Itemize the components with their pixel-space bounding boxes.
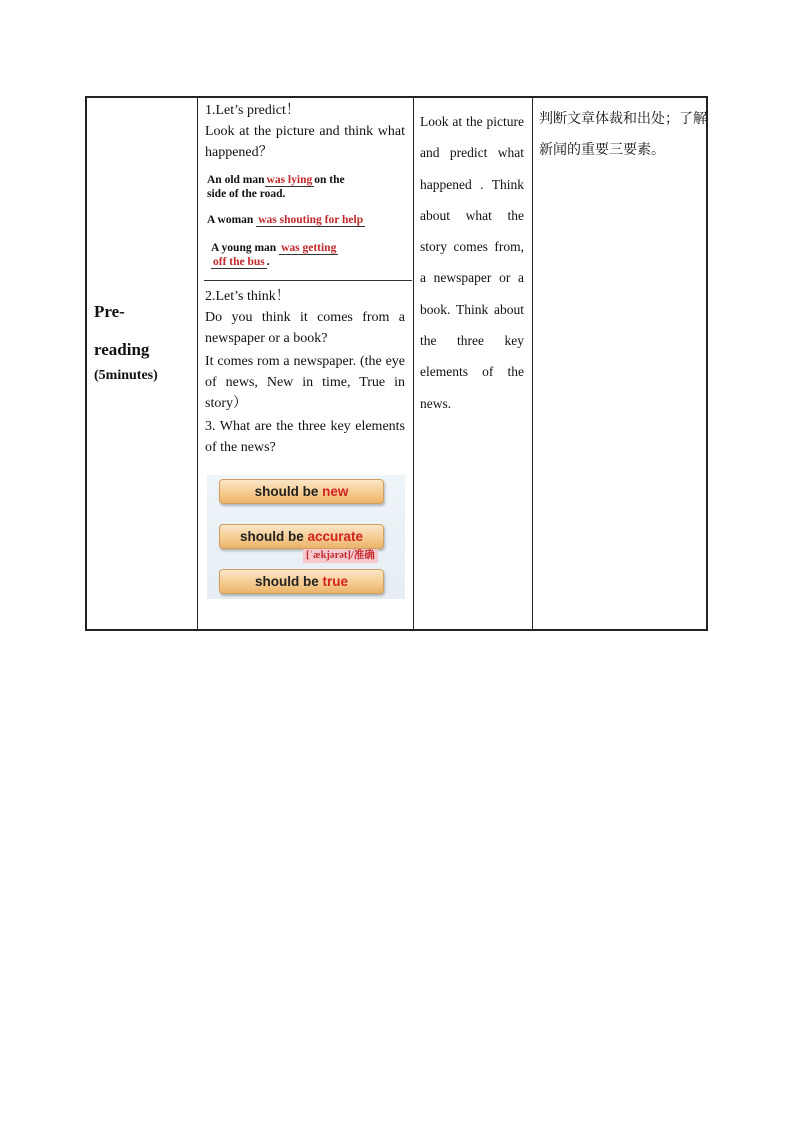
answer-blank: was lying xyxy=(266,174,313,186)
column-divider xyxy=(197,98,198,629)
predict-title: 1.Let’s predict！ xyxy=(205,103,300,118)
stage-line-2: reading xyxy=(94,340,150,359)
column-divider xyxy=(413,98,414,629)
element-accurate: should be accurate xyxy=(219,524,384,549)
column-divider xyxy=(532,98,533,629)
predict-block xyxy=(205,100,405,163)
picture-line-3: A woman was shouting for help xyxy=(207,214,364,226)
stage-line-1: Pre- xyxy=(94,302,125,321)
answer-blank: off the bus xyxy=(213,256,265,268)
think-question: Do you think it comes from a newspaper or a book? xyxy=(205,310,405,346)
picture-line-2: side of the road. xyxy=(207,188,286,200)
divider-line xyxy=(204,280,412,281)
prediction-picture xyxy=(205,168,413,278)
answer-blank: was shouting for help xyxy=(258,214,364,226)
activities-cell xyxy=(199,98,413,629)
purpose-cell: 判断文章体裁和出处；了解新闻的重要三要素。 xyxy=(539,111,707,158)
picture-line-5: off the bus . xyxy=(213,256,270,268)
student-activities-cell: Look at the picture and predict what happened . Think about what the story comes from, a newspaper or a book. Think about the three key elements of the news. xyxy=(420,114,524,411)
answer-blank: was getting xyxy=(281,242,337,254)
stage-duration: (5minutes) xyxy=(94,368,158,383)
think-block xyxy=(205,286,405,458)
predict-text: Look at the picture and think what happened？ xyxy=(205,124,405,160)
element-new: should be new xyxy=(219,479,384,504)
phonetic-label: [ˈækjərət]/准确 xyxy=(303,549,378,563)
picture-line-4: A young man was getting xyxy=(211,242,337,254)
think-title: 2.Let’s think！ xyxy=(205,289,290,304)
key-elements-picture xyxy=(207,475,405,599)
lesson-table xyxy=(85,96,708,631)
element-true: should be true xyxy=(219,569,384,594)
picture-line-1: An old man was lying on the xyxy=(207,174,345,186)
key-elements-question: 3. What are the three key elements of the news? xyxy=(205,419,405,455)
stage-cell xyxy=(94,302,194,384)
think-answer: It comes rom a newspaper. (the eye of news, New in time, True in story） xyxy=(205,354,405,411)
